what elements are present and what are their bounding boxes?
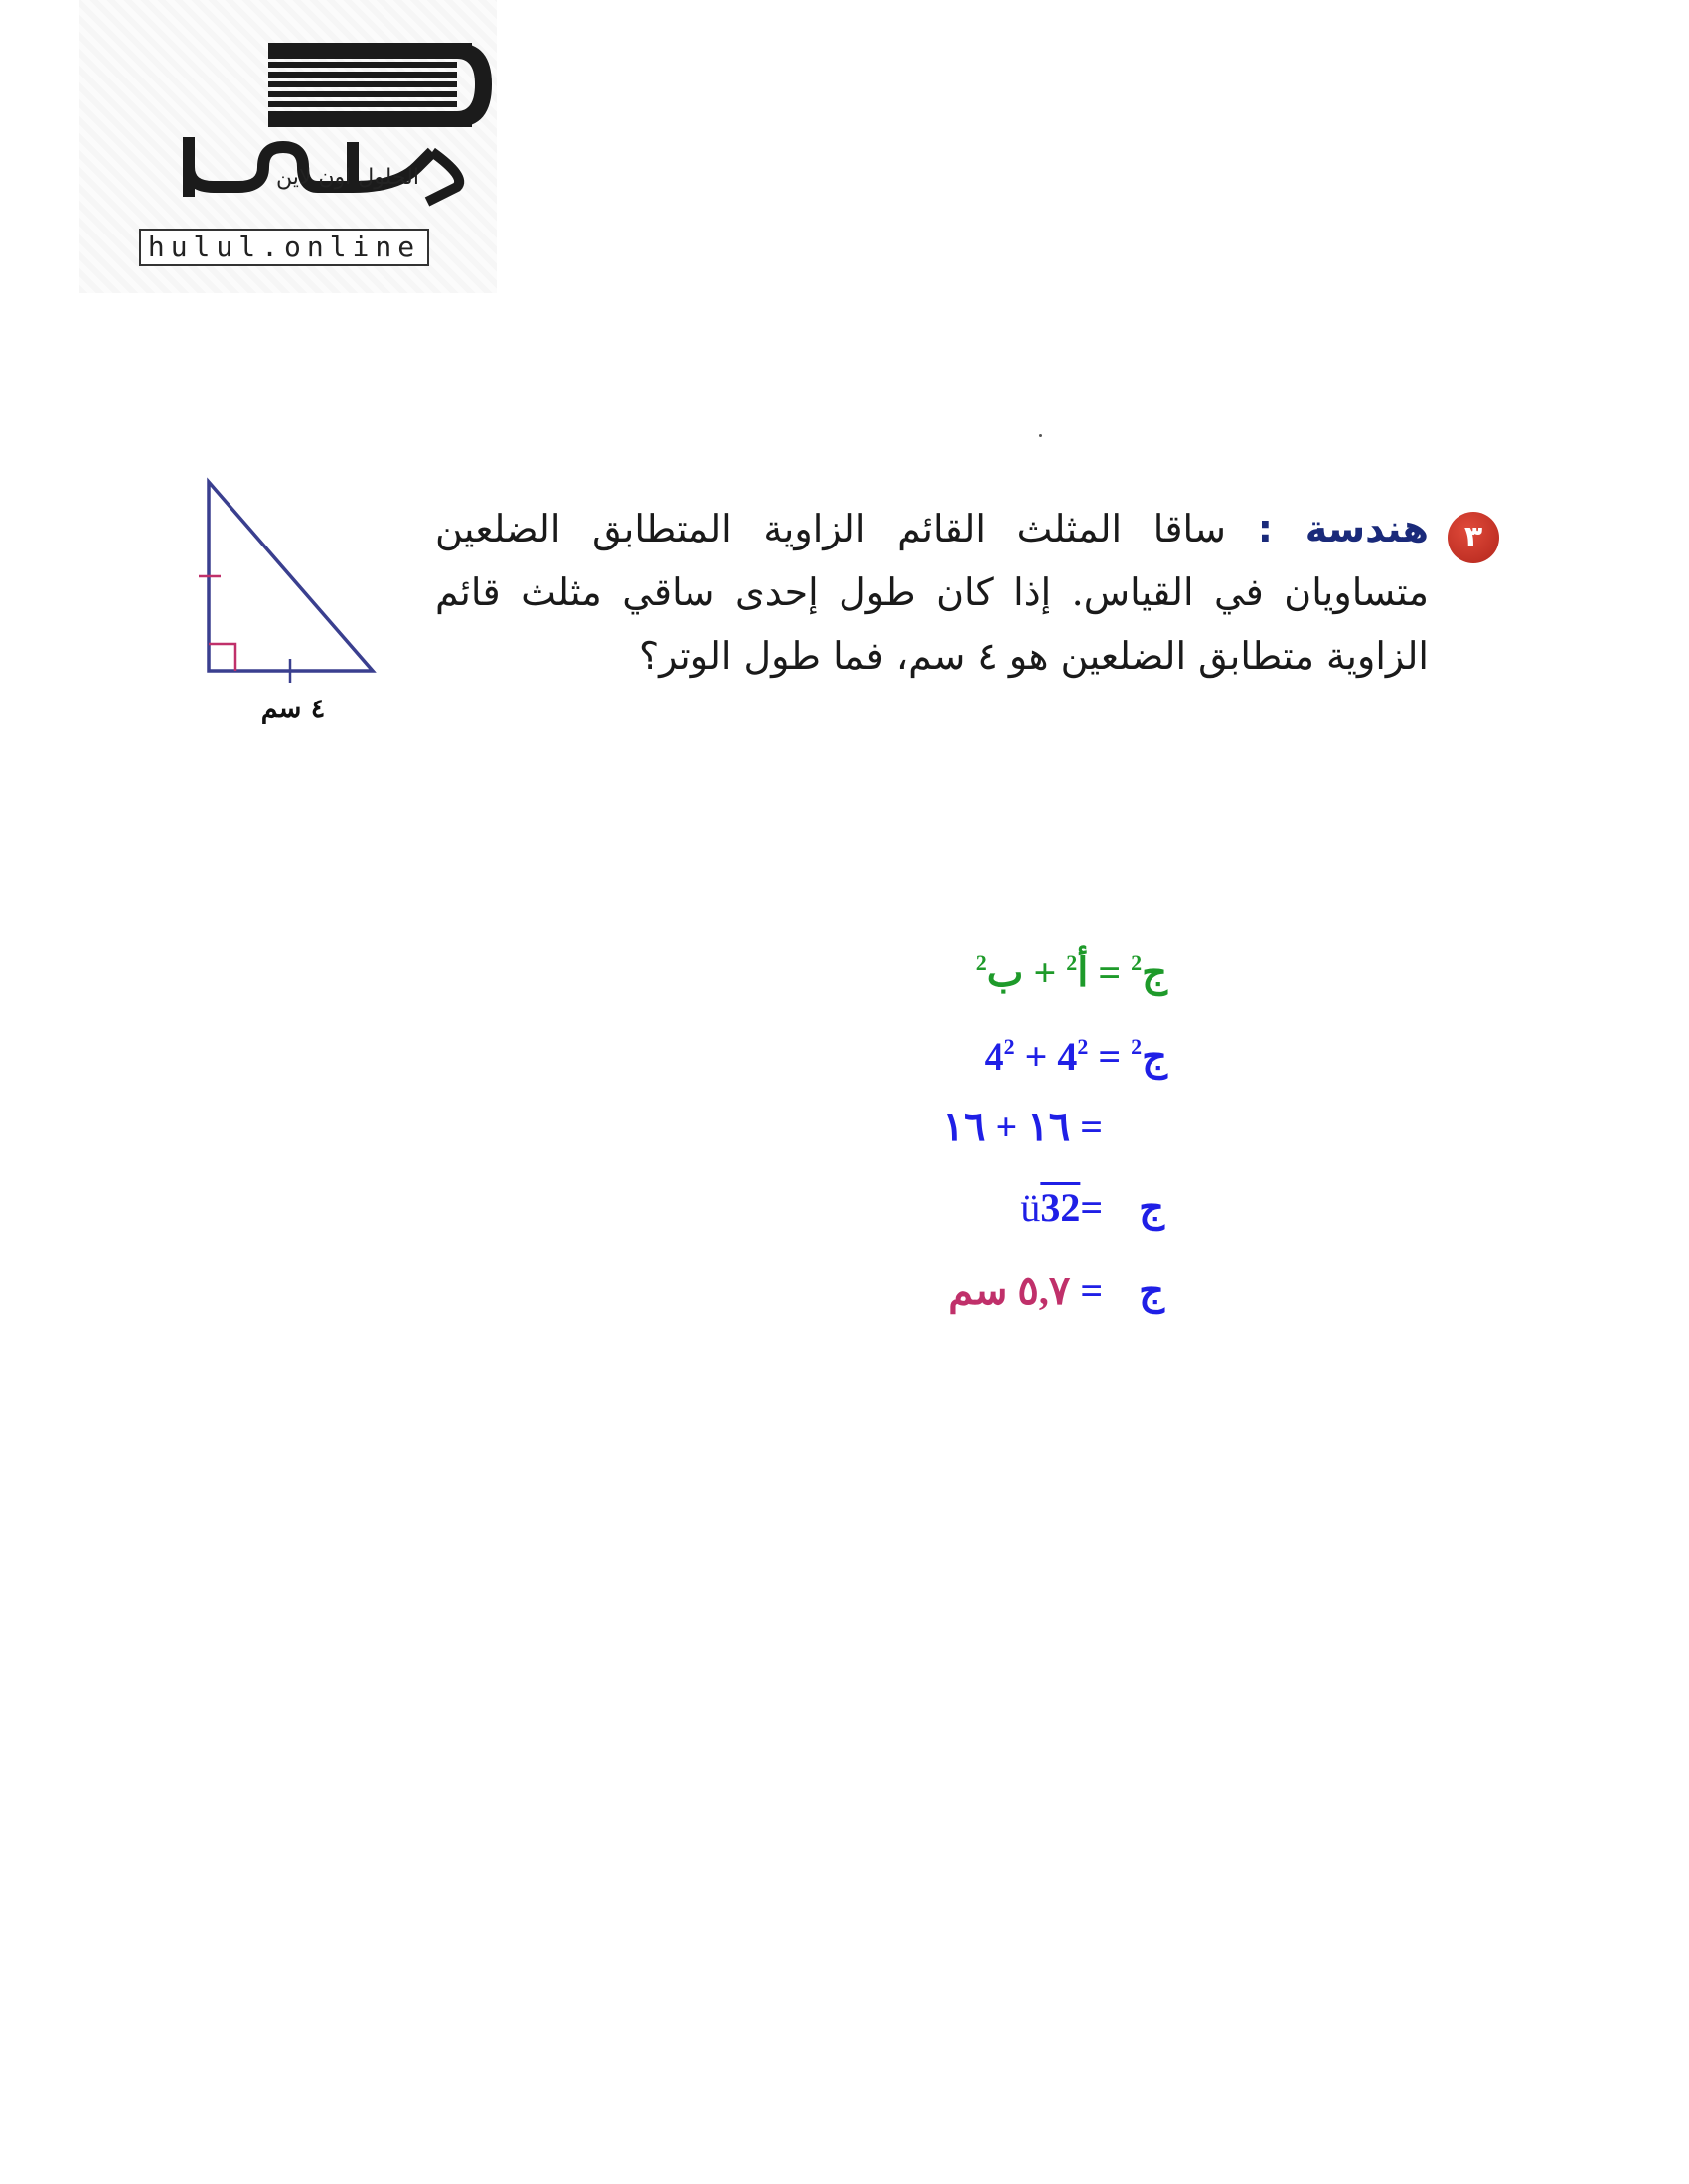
solution-line-substitution: ج$^2$ = $4^2 + 4^2$ xyxy=(984,1034,1167,1079)
stray-dot xyxy=(1039,434,1042,437)
logo-arabic-text: الحلول اون لاين xyxy=(276,165,419,190)
solution-line-root: ج=ü32 xyxy=(1020,1185,1164,1230)
site-logo xyxy=(79,0,497,293)
solution-line-pythagoras: ج$^2$ = أ$^2$ + ب$^2$ xyxy=(975,950,1167,995)
right-triangle-figure xyxy=(194,477,392,696)
solution-line-squares: = ١٦ + ١٦ xyxy=(942,1104,1103,1149)
logo-url[interactable]: hulul.online xyxy=(139,229,429,266)
problem-body: ساقا المثلث القائم الزاوية المتطابق الضلعين متساويان في القياس. إذا كان طول إحدى ساقي مثلث قائم الزاوية متطابق الضلعين هو ٤ سم، فما طول الوتر؟ xyxy=(435,507,1429,678)
solution-line-answer: ج= ٥,٧ سم xyxy=(948,1268,1164,1313)
problem-number-badge: ٣ xyxy=(1448,512,1499,563)
problem-statement xyxy=(435,497,1429,688)
problem-label: هندسة : xyxy=(1257,507,1429,550)
triangle-side-label: ٤ سم xyxy=(260,694,326,724)
